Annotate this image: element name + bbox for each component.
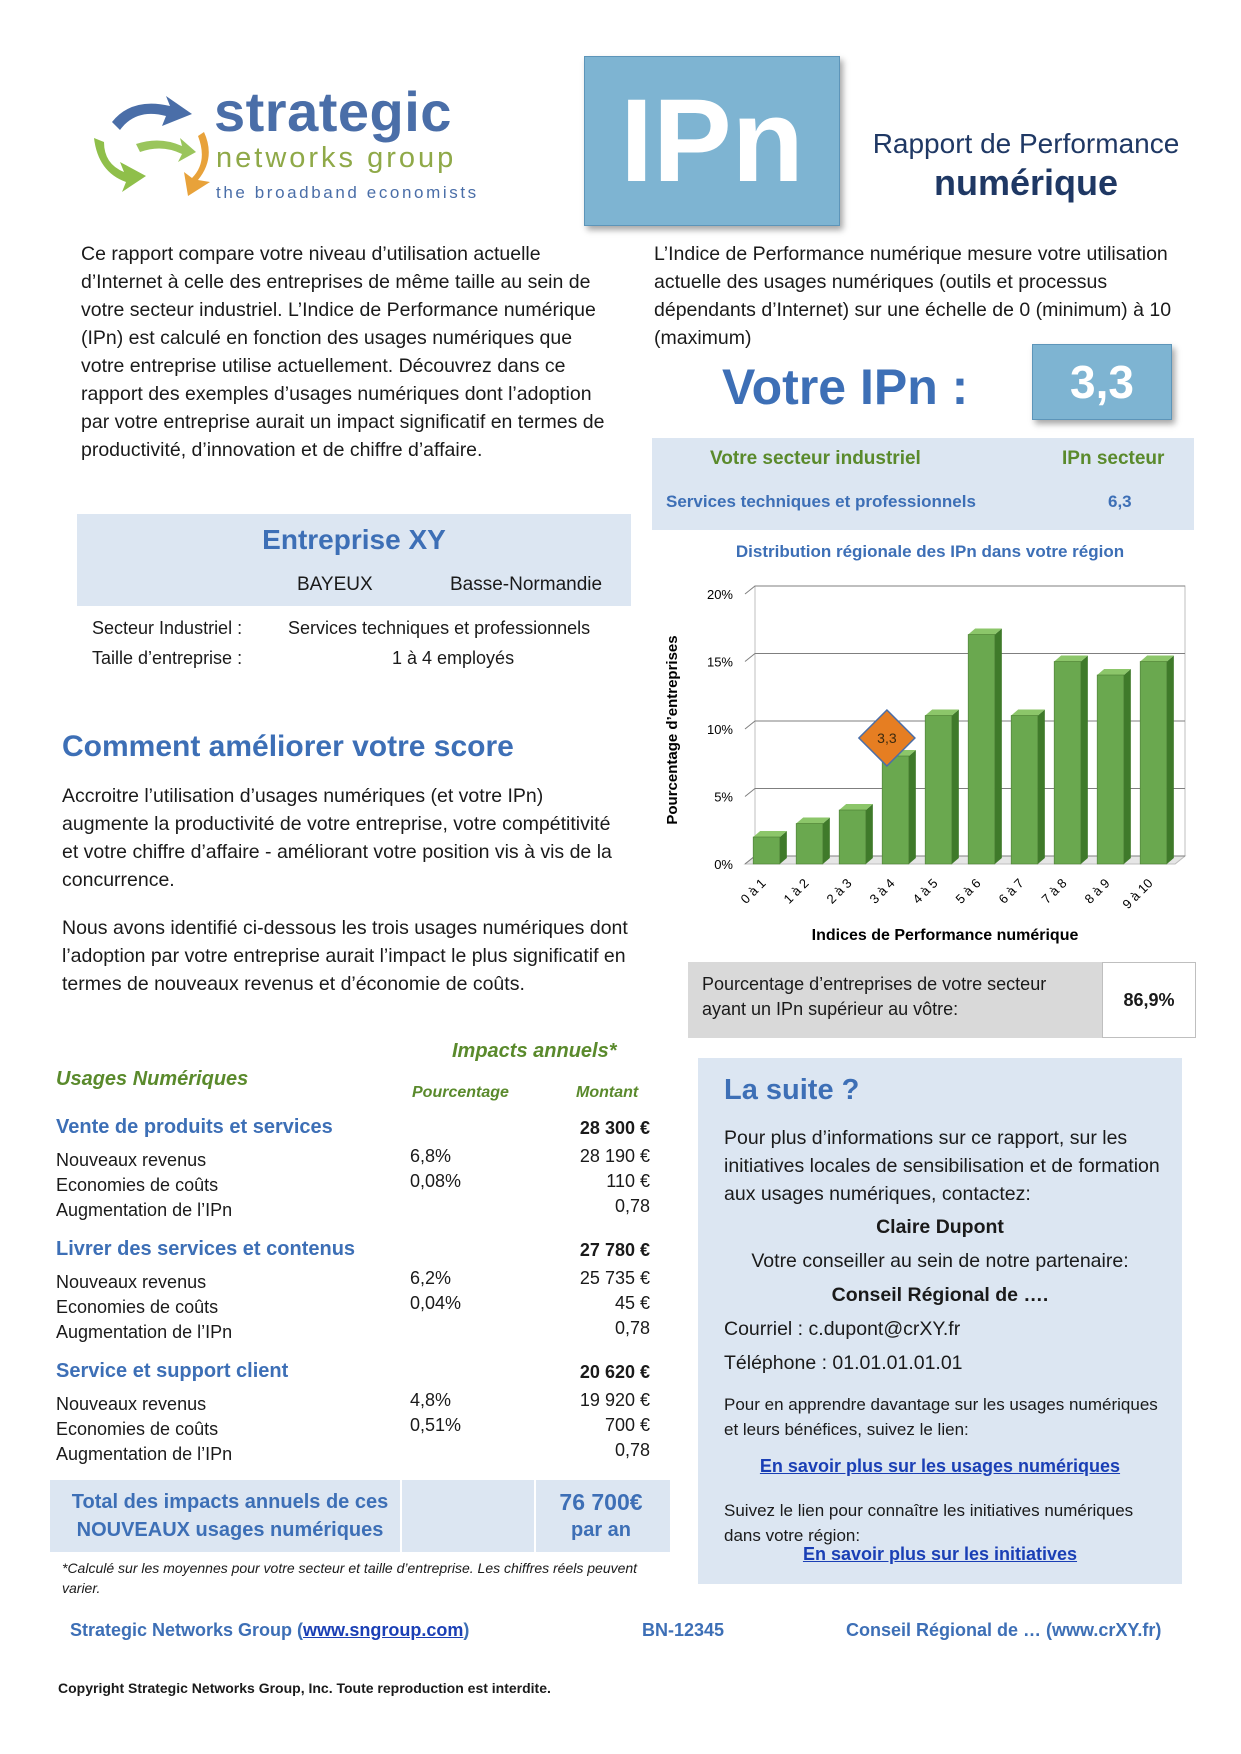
- improve-p1: Accroitre l’utilisation d’usages numériques (et votre IPn) augmente la productivité de votre entreprise, votre compétitivité et votre chiffre d’affaire - améliorant votre position vis à vis de la concurrence.: [62, 785, 612, 891]
- impact-row-label: Economies de coûts: [56, 1297, 219, 1317]
- impact-row-label: Economies de coûts: [56, 1419, 219, 1439]
- sng-logo-icon: [92, 92, 214, 196]
- report-title-line1: Rapport de Performance: [872, 128, 1180, 159]
- chart-bar: [796, 824, 823, 865]
- company-region: Basse-Normandie: [450, 574, 603, 595]
- chart-ylabel: Pourcentage d’entreprises: [664, 635, 681, 825]
- ipn-distribution-chart: [655, 570, 1195, 950]
- score-label: Votre IPn :: [722, 359, 969, 415]
- footer-left-suffix: ): [463, 1620, 470, 1640]
- impact-row-amount: 28 190 €: [579, 1146, 650, 1166]
- link-usages[interactable]: En savoir plus sur les usages numériques: [759, 1456, 1121, 1476]
- ipn-title-box: IPn: [584, 56, 840, 226]
- impact-row-amount: 110 €: [606, 1171, 650, 1191]
- chart-bar-side: [909, 750, 916, 864]
- chart-xtick-label: 6 à 7: [995, 875, 1027, 907]
- chart-xtick-label: 2 à 3: [823, 875, 855, 907]
- size-value: 1 à 4 employés: [392, 648, 515, 668]
- chart-xtick-label: 3 à 4: [866, 875, 898, 907]
- chart-bar-side: [1081, 656, 1088, 865]
- link-initiatives-wrap: [698, 1544, 1182, 1565]
- chart-bar: [1011, 716, 1038, 865]
- impact-row-label: Nouveaux revenus: [56, 1150, 207, 1170]
- logo-strategic: strategic: [214, 80, 452, 143]
- chart-bar: [925, 716, 952, 865]
- impacts-header: Impacts annuels*: [452, 1040, 617, 1062]
- link-initiatives[interactable]: En savoir plus sur les initiatives: [802, 1544, 1078, 1564]
- sector-value: Services techniques et professionnels: [288, 618, 591, 638]
- chart-xtick-label: 7 à 8: [1038, 875, 1070, 907]
- total-label: [60, 1488, 400, 1544]
- chart-xtick-label: 1 à 2: [780, 875, 812, 907]
- impact-row-label: Nouveaux revenus: [56, 1272, 207, 1292]
- chart-bar: [1140, 662, 1167, 865]
- copyright: Copyright Strategic Networks Group, Inc. Toute reproduction est interdite.: [58, 1680, 551, 1696]
- sector-name: Services techniques et professionnels: [666, 492, 976, 511]
- amt-header: Montant: [576, 1084, 639, 1101]
- partner-name: Conseil Régional de ….: [831, 1284, 1049, 1306]
- chart-xtick-label: 5 à 6: [952, 875, 984, 907]
- percentile-value: 86,9%: [1102, 962, 1196, 1038]
- chart-bar-side: [952, 710, 959, 865]
- impact-group-total: 27 780 €: [579, 1240, 650, 1260]
- chart-bar: [1054, 662, 1081, 865]
- chart-ytick-label: 20%: [706, 587, 733, 602]
- company-city: BAYEUX: [297, 574, 373, 595]
- intro-left-text: Ce rapport compare votre niveau d’utilisation actuelle d’Internet à celle des entreprises de même taille au sein de votre secteur industriel. L’Indice de Performance numérique (IPn) est calculé en fonction des usages numériques que votre entreprise utilise actuellement. Découvrez dans ce rapport des exemples d’usages numériques dont l’adoption par votre entreprise aurait un impact significatif en termes de productivité, d’innovation et de chiffre d’affaire.: [81, 243, 605, 461]
- chart-bar: [839, 810, 866, 864]
- total-label-line2: NOUVEAUX usages numériques: [76, 1519, 384, 1541]
- total-separator-2: [534, 1480, 536, 1552]
- footer-left-prefix: Strategic Networks Group (: [70, 1620, 304, 1640]
- impact-row-amount: 0,78: [614, 1196, 650, 1216]
- chart-ytick-label: 10%: [706, 722, 733, 737]
- footnote: *Calculé sur les moyennes pour votre secteur et taille d’entreprise. Les chiffres réels peuvent varier.: [62, 1560, 638, 1596]
- next-steps-title: La suite ?: [724, 1074, 860, 1106]
- impact-row-pct: 4,8%: [410, 1390, 452, 1410]
- improve-p2: Nous avons identifié ci-dessous les trois usages numériques dont l’adoption par votre entreprise aurait l’impact le plus significatif en termes de nouveaux revenus et d’économie de coûts.: [62, 917, 628, 995]
- contact-phone: Téléphone : 01.01.01.01.01: [724, 1352, 963, 1374]
- chart-title: Distribution régionale des IPn dans votre région: [735, 542, 1125, 561]
- intro-right-text: L’Indice de Performance numérique mesure votre utilisation actuelle des usages numériques (outils et processus dépendants d’Internet) sur une échelle de 0 (minimum) à 10 (maximum): [654, 243, 1172, 349]
- impact-row-pct: 6,2%: [410, 1268, 452, 1288]
- impact-row-amount: 25 735 €: [579, 1268, 650, 1288]
- impact-row-pct: 6,8%: [410, 1146, 452, 1166]
- report-title-line2: numérique: [933, 162, 1119, 203]
- total-separator-1: [400, 1480, 402, 1552]
- impact-group-title: Livrer des services et contenus: [56, 1238, 356, 1260]
- size-label: Taille d’entreprise :: [92, 648, 243, 668]
- total-value: 76 700€: [559, 1489, 643, 1515]
- chart-score-marker-label: 3,3: [877, 730, 897, 746]
- chart-bar: [1097, 675, 1124, 864]
- sector-ipn-header: IPn secteur: [1062, 448, 1165, 469]
- logo-tagline: the broadband economists: [216, 183, 479, 202]
- chart-xtick-label: 8 à 9: [1081, 875, 1113, 907]
- footer-left: [70, 1620, 469, 1641]
- impact-row-label: Economies de coûts: [56, 1175, 219, 1195]
- link-usages-wrap: [698, 1456, 1182, 1477]
- impact-row-amount: 19 920 €: [579, 1390, 650, 1410]
- chart-bar: [882, 756, 909, 864]
- score-value: 3,3: [1032, 344, 1172, 420]
- improve-title: Comment améliorer votre score: [62, 730, 514, 763]
- next-steps-p1: Pour plus d’informations sur ce rapport, sur les initiatives locales de sensibilisation et de formation aux usages numériques, contactez:: [724, 1127, 1160, 1205]
- impact-group-title: Service et support client: [56, 1360, 289, 1382]
- usages-header: Usages Numériques: [56, 1068, 249, 1090]
- chart-bar-side: [1038, 710, 1045, 865]
- chart-bar: [753, 837, 780, 864]
- next-steps-p2: Pour en apprendre davantage sur les usages numériques et leurs bénéfices, suivez le lien:: [724, 1395, 1158, 1439]
- impact-group-total: 28 300 €: [579, 1118, 650, 1138]
- impact-row-label: Augmentation de l’IPn: [56, 1322, 233, 1342]
- chart-bar-side: [866, 804, 873, 864]
- impact-row-amount: 700 €: [604, 1415, 650, 1435]
- contact-role: Votre conseiller au sein de notre partenaire:: [751, 1250, 1129, 1272]
- chart-xlabel: Indices de Performance numérique: [811, 927, 1079, 944]
- impact-row-label: Augmentation de l’IPn: [56, 1444, 233, 1464]
- next-steps-p3: Suivez le lien pour connaître les initiatives numériques dans votre région:: [724, 1501, 1134, 1545]
- chart-ytick-label: 0%: [714, 857, 733, 872]
- percentile-text: Pourcentage d’entreprises de votre secteur ayant un IPn supérieur au vôtre:: [702, 974, 1047, 1019]
- impact-group-total: 20 620 €: [579, 1362, 650, 1382]
- impact-row-amount: 0,78: [614, 1318, 650, 1338]
- total-unit: par an: [570, 1519, 632, 1541]
- contact-name: Claire Dupont: [876, 1216, 1004, 1238]
- chart-bar-side: [823, 818, 830, 865]
- chart-xtick-label: 0 à 1: [737, 875, 769, 907]
- footer-right: Conseil Régional de … (www.crXY.fr): [846, 1620, 1162, 1640]
- sector-label: Secteur Industriel :: [92, 618, 243, 638]
- impact-row-label: Nouveaux revenus: [56, 1394, 207, 1414]
- chart-xtick-label: 4 à 5: [909, 875, 941, 907]
- footer-doc-id: BN-12345: [642, 1620, 725, 1640]
- sector-ipn-value: 6,3: [1108, 492, 1132, 511]
- impact-row-pct: 0,04%: [410, 1293, 462, 1313]
- sector-header: Votre secteur industriel: [710, 448, 921, 469]
- footer-sngroup-link[interactable]: www.sngroup.com: [303, 1620, 464, 1640]
- impact-row-amount: 0,78: [614, 1440, 650, 1460]
- chart-ytick-label: 15%: [706, 654, 733, 670]
- impact-row-pct: 0,08%: [410, 1171, 462, 1191]
- chart-bar-side: [1124, 669, 1131, 864]
- pct-header: Pourcentage: [412, 1084, 509, 1101]
- impact-row-label: Augmentation de l’IPn: [56, 1200, 233, 1220]
- impact-row-pct: 0,51%: [410, 1415, 462, 1435]
- impact-group-title: Vente de produits et services: [56, 1116, 333, 1138]
- total-label-line1: Total des impacts annuels de ces: [71, 1491, 389, 1513]
- chart-bar-side: [1167, 656, 1174, 865]
- company-name: Entreprise XY: [262, 524, 446, 555]
- logo-networks-group: networks group: [216, 142, 457, 174]
- chart-bar: [968, 635, 995, 865]
- chart-bar-side: [995, 629, 1002, 865]
- total-value-block: [540, 1488, 662, 1544]
- contact-email[interactable]: Courriel : c.dupont@crXY.fr: [724, 1318, 961, 1340]
- chart-xtick-label: 9 à 10: [1119, 875, 1156, 912]
- impact-row-amount: 45 €: [614, 1293, 650, 1313]
- chart-ytick-label: 5%: [714, 789, 733, 805]
